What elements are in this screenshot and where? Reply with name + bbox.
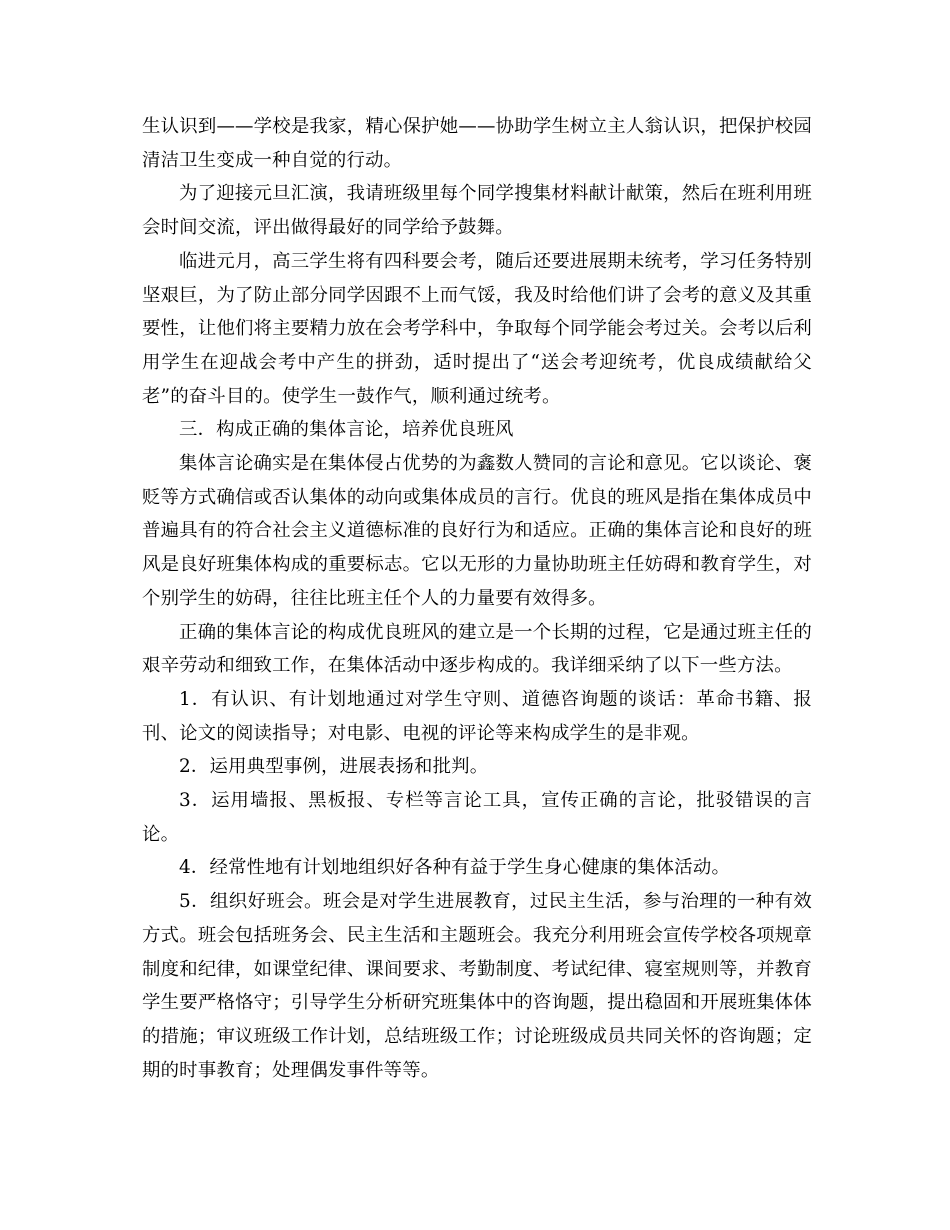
section-heading-3: 三．构成正确的集体言论，培养优良班风 xyxy=(179,419,514,441)
paragraph-3: 临进元月，高三学生将有四科要会考，随后还要进展期未统考，学习任务特别坚艰巨，为了防止部分同学因跟不上而气馁，我及时给他们讲了会考的意义及其重要性，让他们将主要精力放在会考学科中，争取每个同学能会考过关。会考以后利用学生在迎战会考中产生的拼劲，适时提出了“送会考迎统考，优良成绩献给父老”的奋斗目的。使学生一鼓作气，顺利通过统考。 xyxy=(142,250,812,407)
list-item-1: 1．有认识、有计划地通过对学生守则、道德咨询题的谈话：革命书籍、报刊、论文的阅读指导；对电影、电视的评论等来构成学生的是非观。 xyxy=(142,688,812,744)
paragraph-5: 集体言论确实是在集体侵占优势的为鑫数人赞同的言论和意见。它以谈论、褒贬等方式确信或否认集体的动向或集体成员的言行。优良的班风是指在集体成员中普遍具有的符合社会主义道德标准的良好行为和适应。正确的集体言论和良好的班风是良好班集体构成的重要标志。它以无形的力量协助班主任妨碍和教育学生，对个别学生的妨碍，往往比班主任个人的力量要有效得多。 xyxy=(142,453,812,609)
paragraph-1: 生认识到——学校是我家，精心保护她——协助学生树立主人翁认识，把保护校园清洁卫生变成一种自觉的行动。 xyxy=(142,116,812,171)
paragraph-2: 为了迎接元旦汇演，我请班级里每个同学搜集材料献计献策，然后在班利用班会时间交流，评出做得最好的同学给予鼓舞。 xyxy=(142,183,812,239)
list-item-5: 5．组织好班会。班会是对学生进展教育，过民主生活，参与治理的一种有效方式。班会包括班务会、民主生活和主题班会。我充分利用班会宣传学校各项规章制度和纪律，如课堂纪律、课间要求、考勤制度、考试纪律、寝室规则等，并教育学生要严格恪守；引导学生分析研究班集体中的咨询题，提出稳固和开展班集体体的措施；审议班级工作计划，总结班级工作；讨论班级成员共同关怀的咨询题；定期的时事教育；处理偶发事件等等。 xyxy=(142,891,812,1081)
document-body xyxy=(142,110,812,1087)
list-item-4: 4．经常性地有计划地组织好各种有益于学生身心健康的集体活动。 xyxy=(179,857,731,879)
list-item-3: 3．运用墙报、黑板报、专栏等言论工具，宣传正确的言论，批驳错误的言论。 xyxy=(142,790,812,845)
list-item-2: 2．运用典型事例，进展表扬和批判。 xyxy=(179,756,489,778)
paragraph-6: 正确的集体言论的构成优良班风的建立是一个长期的过程，它是通过班主任的艰辛劳动和细致工作，在集体活动中逐步构成的。我详细采纳了以下一些方法。 xyxy=(142,621,812,677)
